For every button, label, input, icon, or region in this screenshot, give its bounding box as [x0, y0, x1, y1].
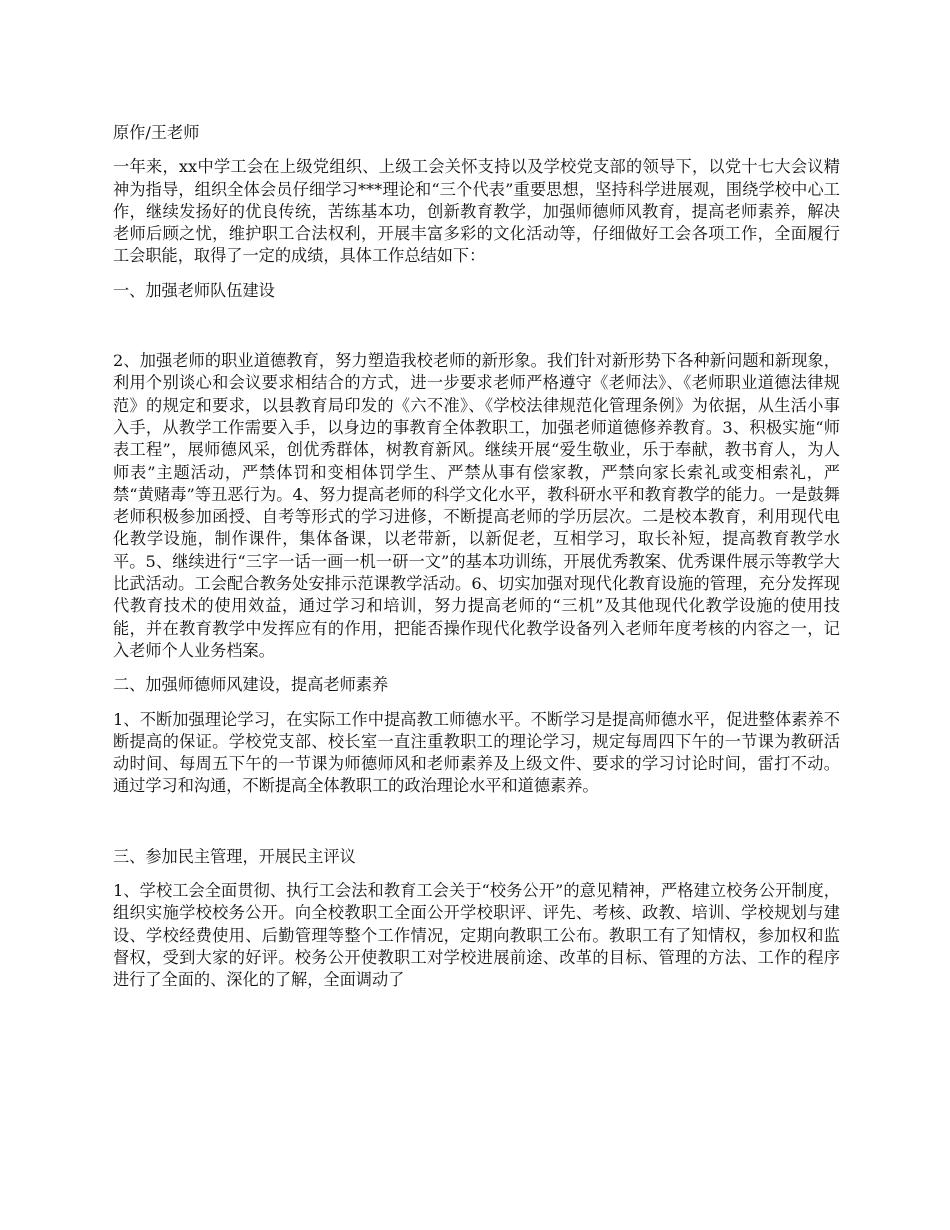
section-1-paragraph: 2、加强老师的职业道德教育，努力塑造我校老师的新形象。我们针对新形势下各种新问题和新现象，利用个别谈心和会议要求相结合的方式，进一步要求老师严格遵守《老师法》、《老师职业道德法律规范》的规定和要求，以县教育局印发的《六不准》、《学校法律规范化管理条例》为依据，从生活小事入手，从教学工作需要入手，以身边的事教育全体教职工，加强老师道德修养教育。3、积极实施“师表工程”，展师德风采，创优秀群体，树教育新风。继续开展“爱生敬业，乐于奉献，教书育人，为人师表”主题活动，严禁体罚和变相体罚学生、严禁从事有偿家教，严禁向家长索礼或变相索礼，严禁“黄赌毒”等丑恶行为。4、努力提高老师的科学文化水平，教科研水平和教育教学的能力。一是鼓舞老师积极参加函授、自考等形式的学习进修，不断提高老师的学历层次。二是校本教育，利用现代电化教学设施，制作课件，集体备课，以老带新，以新促老，互相学习，取长补短，提高教育教学水平。5、继续进行“三字一话一画一机一研一文”的基本功训练，开展优秀教案、优秀课件展示等教学大比武活动。工会配合教务处安排示范课教学活动。6、切实加强对现代化教育设施的管理，充分发挥现代教育技术的使用效益，通过学习和培训，努力提高老师的“三机”及其他现代化教学设施的使用技能，并在教育教学中发挥应有的作用，把能否操作现代化教学设备列入老师年度考核的内容之一，记入老师个人业务档案。: [113, 351, 840, 660]
document-page: [113, 122, 840, 1004]
section-2-paragraph: 1、不断加强理论学习，在实际工作中提高教工师德水平。不断学习是提高师德水平，促进整体素养不断提高的保证。学校党支部、校长室一直注重教职工的理论学习，规定每周四下午的一节课为教研活动时间、每周五下午的一节课为师德师风和老师素养及上级文件、要求的学习讨论时间，雷打不动。通过学习和沟通，不断提高全体教职工的政治理论水平和道德素养。: [113, 709, 840, 796]
section-2-heading: 二、加强师德师风建设，提高老师素养: [113, 675, 389, 695]
author-line: 原作/王老师: [113, 123, 200, 142]
section-3-paragraph: 1、学校工会全面贯彻、执行工会法和教育工会关于“校务公开”的意见精神，严格建立校务公开制度，组织实施学校校务公开。向全校教职工全面公开学校职评、评先、考核、政教、培训、学校规划与建设、学校经费使用、后勤管理等整个工作情况，定期向教职工公布。教职工有了知情权，参加权和监督权，受到大家的好评。校务公开使教职工对学校进展前途、改革的目标、管理的方法、工作的程序进行了全面的、深化的了解，全面调动了: [113, 881, 840, 990]
section-1-heading: 一、加强老师队伍建设: [113, 280, 275, 300]
intro-paragraph: 一年来，xx中学工会在上级党组织、上级工会关怀支持以及学校党支部的领导下，以党十七大会议精神为指导，组织全体会员仔细学习***理论和“三个代表”重要思想，坚持科学进展观，围绕学校中心工作，继续发扬好的优良传统，苦练基本功，创新教育教学，加强师德师风教育，提高老师素养，解决老师后顾之忧，维护职工合法权利，开展丰富多彩的文化活动等，仔细做好工会各项工作，全面履行工会职能，取得了一定的成绩，具体工作总结如下：: [113, 157, 840, 266]
section-3-heading: 三、参加民主管理，开展民主评议: [113, 846, 356, 866]
